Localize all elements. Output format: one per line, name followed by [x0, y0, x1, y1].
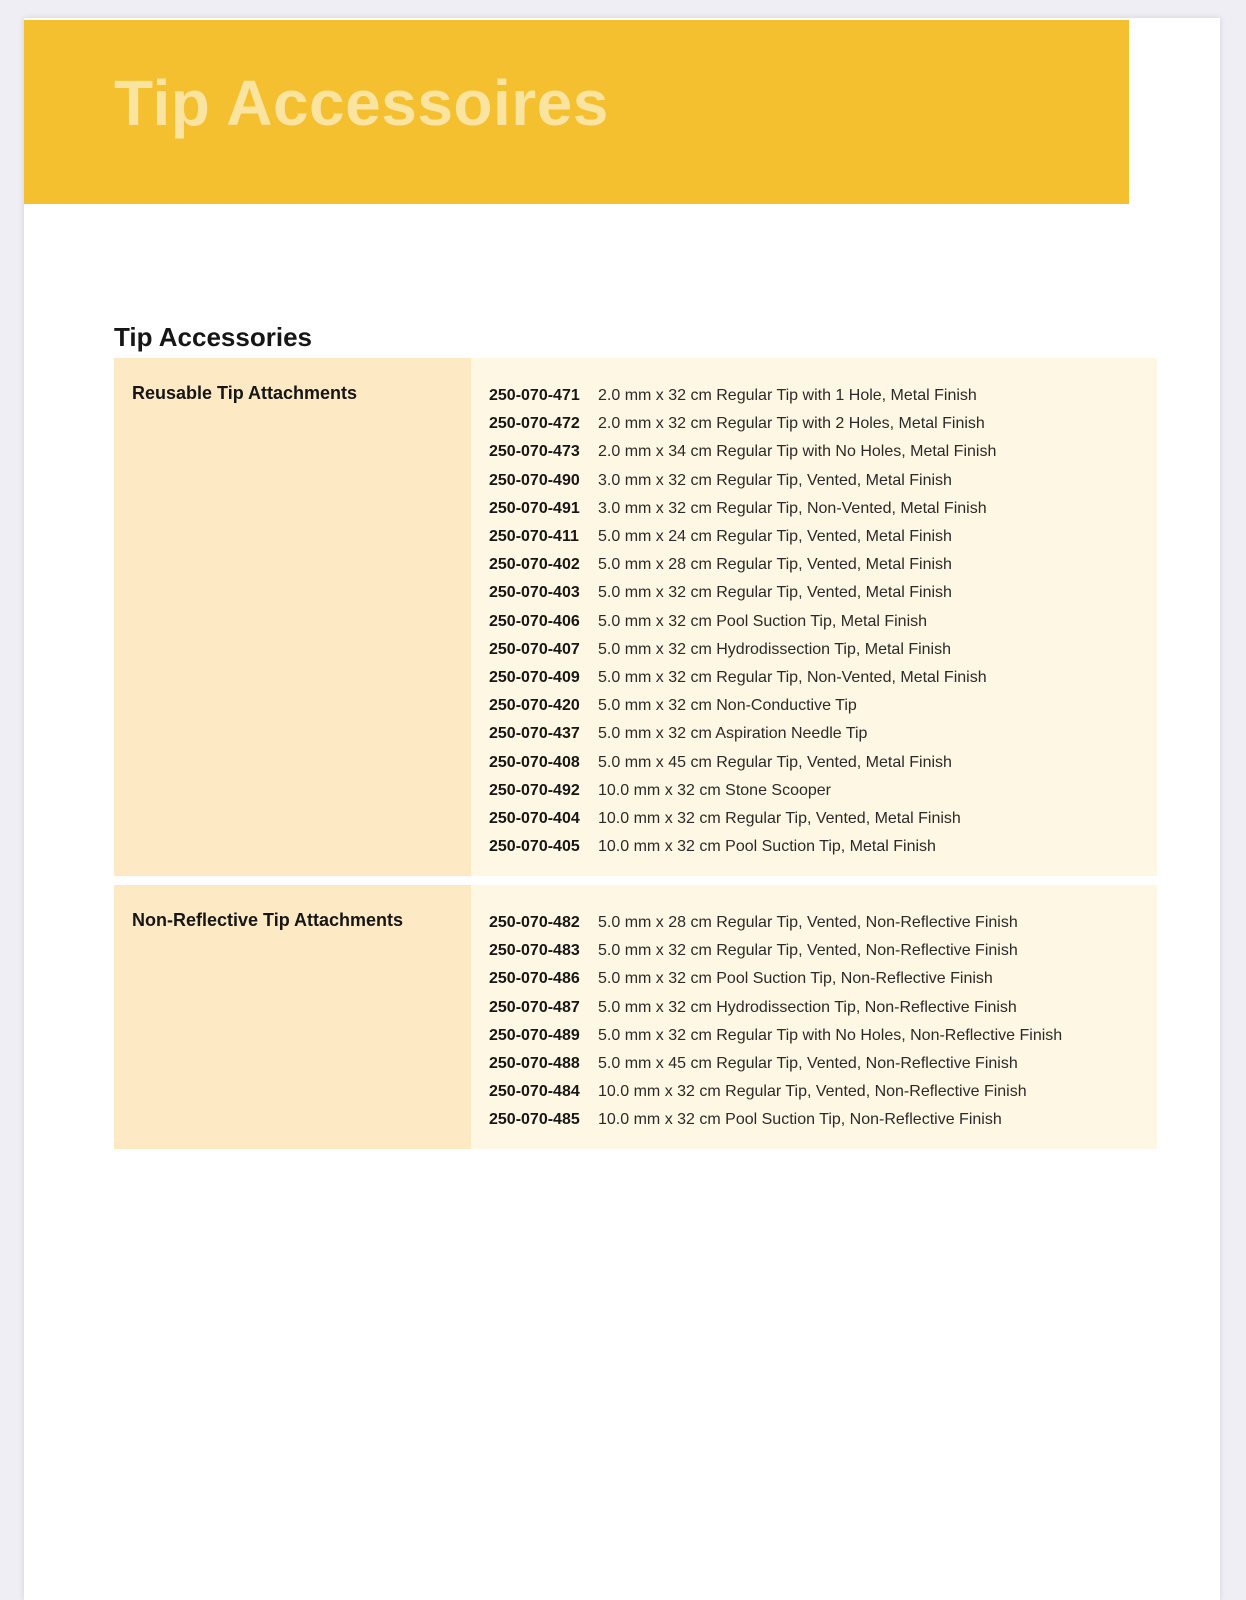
list-item — [489, 495, 1157, 523]
list-item — [489, 523, 1157, 551]
item-description: 10.0 mm x 32 cm Stone Scooper — [598, 781, 831, 799]
item-description: 3.0 mm x 32 cm Regular Tip, Non-Vented, Metal Finish — [598, 499, 987, 517]
list-item — [489, 692, 1157, 720]
item-description: 5.0 mm x 32 cm Non-Conductive Tip — [598, 697, 857, 715]
list-item — [489, 1078, 1157, 1106]
item-code: 250-070-409 — [489, 668, 580, 686]
list-item — [489, 579, 1157, 607]
item-code: 250-070-486 — [489, 970, 580, 988]
group-items — [471, 885, 1157, 1149]
document-page — [24, 18, 1220, 1600]
item-description: 10.0 mm x 32 cm Pool Suction Tip, Non-Reflective Finish — [598, 1111, 1002, 1129]
item-description: 5.0 mm x 32 cm Regular Tip with No Holes, Non-Reflective Finish — [598, 1026, 1063, 1044]
item-code: 250-070-490 — [489, 471, 580, 489]
item-description: 5.0 mm x 24 cm Regular Tip, Vented, Metal Finish — [598, 528, 952, 546]
item-code: 250-070-489 — [489, 1026, 580, 1044]
list-item — [489, 551, 1157, 579]
header-banner — [24, 20, 1129, 204]
list-item — [489, 1050, 1157, 1078]
item-description: 2.0 mm x 34 cm Regular Tip with No Holes, Metal Finish — [598, 443, 997, 461]
item-code: 250-070-491 — [489, 499, 580, 517]
item-description: 10.0 mm x 32 cm Regular Tip, Vented, Metal Finish — [598, 809, 961, 827]
item-code: 250-070-485 — [489, 1111, 580, 1129]
item-code: 250-070-405 — [489, 838, 580, 856]
item-description: 5.0 mm x 45 cm Regular Tip, Vented, Non-Reflective Finish — [598, 1055, 1018, 1073]
item-description: 5.0 mm x 32 cm Hydrodissection Tip, Metal Finish — [598, 640, 952, 658]
item-code: 250-070-484 — [489, 1083, 580, 1101]
item-code: 250-070-487 — [489, 998, 580, 1016]
item-description: 5.0 mm x 45 cm Regular Tip, Vented, Metal Finish — [598, 753, 952, 771]
item-code: 250-070-488 — [489, 1055, 580, 1073]
list-item — [489, 1022, 1157, 1050]
item-description: 5.0 mm x 32 cm Aspiration Needle Tip — [598, 725, 868, 743]
item-code: 250-070-471 — [489, 387, 580, 405]
list-item — [489, 937, 1157, 965]
section-title: Tip Accessories — [114, 322, 312, 352]
list-item — [489, 833, 1157, 861]
item-description: 5.0 mm x 32 cm Regular Tip, Vented, Non-Reflective Finish — [598, 942, 1018, 960]
item-code: 250-070-473 — [489, 443, 580, 461]
item-code: 250-070-402 — [489, 556, 580, 574]
list-item — [489, 1106, 1157, 1134]
item-code: 250-070-492 — [489, 781, 580, 799]
item-description: 5.0 mm x 28 cm Regular Tip, Vented, Non-Reflective Finish — [598, 914, 1018, 932]
list-item — [489, 965, 1157, 993]
item-description: 2.0 mm x 32 cm Regular Tip with 2 Holes, Metal Finish — [598, 415, 985, 433]
group-non-reflective — [114, 885, 1157, 1149]
list-item — [489, 720, 1157, 748]
item-code: 250-070-483 — [489, 942, 580, 960]
item-code: 250-070-420 — [489, 697, 580, 715]
item-code: 250-070-404 — [489, 809, 580, 827]
item-code: 250-070-407 — [489, 640, 580, 658]
item-description: 5.0 mm x 32 cm Pool Suction Tip, Non-Reflective Finish — [598, 970, 993, 988]
list-item — [489, 994, 1157, 1022]
group-label: Reusable Tip Attachments — [114, 358, 471, 876]
list-item — [489, 438, 1157, 466]
item-code: 250-070-437 — [489, 725, 580, 743]
accessories-table — [114, 358, 1157, 1158]
list-item — [489, 748, 1157, 776]
item-code: 250-070-403 — [489, 584, 580, 602]
item-code: 250-070-411 — [489, 528, 579, 546]
item-description: 5.0 mm x 32 cm Hydrodissection Tip, Non-Reflective Finish — [598, 998, 1017, 1016]
item-description: 10.0 mm x 32 cm Regular Tip, Vented, Non-Reflective Finish — [598, 1083, 1027, 1101]
item-code: 250-070-482 — [489, 914, 580, 932]
item-description: 5.0 mm x 32 cm Pool Suction Tip, Metal Finish — [598, 612, 928, 630]
list-item — [489, 777, 1157, 805]
list-item — [489, 664, 1157, 692]
list-item — [489, 608, 1157, 636]
group-label: Non-Reflective Tip Attachments — [114, 885, 471, 1149]
list-item — [489, 467, 1157, 495]
list-item — [489, 805, 1157, 833]
item-code: 250-070-472 — [489, 415, 580, 433]
item-description: 5.0 mm x 32 cm Regular Tip, Non-Vented, Metal Finish — [598, 668, 987, 686]
item-description: 5.0 mm x 32 cm Regular Tip, Vented, Metal Finish — [598, 584, 952, 602]
item-description: 10.0 mm x 32 cm Pool Suction Tip, Metal Finish — [598, 838, 936, 856]
item-description: 2.0 mm x 32 cm Regular Tip with 1 Hole, Metal Finish — [598, 387, 977, 405]
item-description: 3.0 mm x 32 cm Regular Tip, Vented, Metal Finish — [598, 471, 952, 489]
item-description: 5.0 mm x 28 cm Regular Tip, Vented, Metal Finish — [598, 556, 952, 574]
group-reusable — [114, 358, 1157, 876]
item-code: 250-070-408 — [489, 753, 580, 771]
item-code: 250-070-406 — [489, 612, 580, 630]
list-item — [489, 382, 1157, 410]
banner-title: Tip Accessoires — [114, 67, 609, 139]
list-item — [489, 909, 1157, 937]
list-item — [489, 410, 1157, 438]
group-items — [471, 358, 1157, 876]
list-item — [489, 636, 1157, 664]
